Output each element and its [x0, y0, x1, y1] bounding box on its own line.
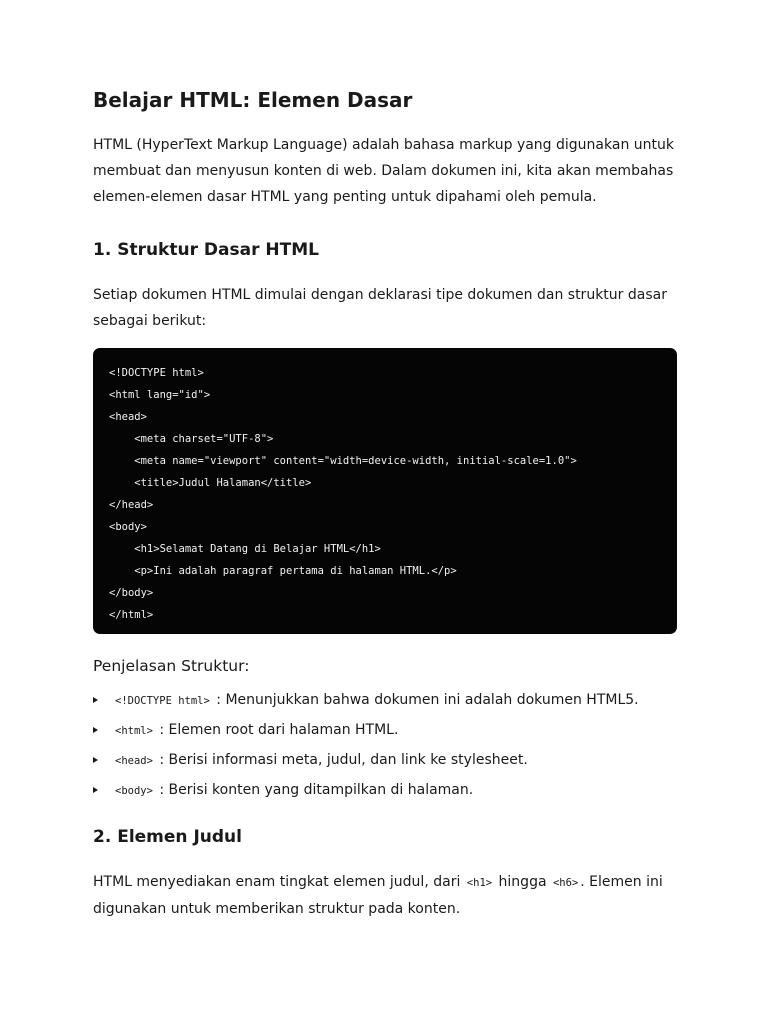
code-block — [93, 348, 677, 634]
code-line: <meta charset="UTF-8"> — [109, 433, 274, 445]
list-item — [93, 717, 639, 747]
section-2-text: HTML menyediakan enam tingkat elemen judul, dari — [93, 874, 465, 890]
code-line: </head> — [109, 499, 154, 511]
section-1-paragraph — [93, 282, 677, 334]
structure-explanation-heading: Penjelasan Struktur: — [93, 657, 250, 675]
inline-code: <head> — [115, 755, 153, 767]
code-line: <html lang="id"> — [109, 389, 211, 401]
bullet-icon — [93, 787, 98, 793]
code-line: <p>Ini adalah paragraf pertama di halaman HTML.</p> — [109, 565, 457, 577]
intro-paragraph — [93, 132, 677, 210]
bullet-icon — [93, 727, 98, 733]
code-content — [109, 362, 577, 626]
bullet-text: : Elemen root dari halaman HTML. — [154, 722, 399, 738]
section-1-line: sebagai berikut: — [93, 313, 207, 329]
list-item — [93, 777, 639, 807]
bullet-icon — [93, 757, 98, 763]
section-2-text: hingga — [494, 874, 551, 890]
intro-line: HTML (HyperText Markup Language) adalah bahasa markup yang digunakan untuk — [93, 137, 674, 153]
code-line: </html> — [109, 609, 154, 621]
intro-line: membuat dan menyusun konten di web. Dalam dokumen ini, kita akan membahas — [93, 163, 674, 179]
code-line: <head> — [109, 411, 147, 423]
inline-code: <html> — [115, 725, 153, 737]
section-1-line: Setiap dokumen HTML dimulai dengan deklarasi tipe dokumen dan struktur dasar — [93, 287, 667, 303]
intro-line: elemen-elemen dasar HTML yang penting untuk dipahami oleh pemula. — [93, 189, 597, 205]
inline-code-h6: <h6> — [552, 877, 579, 889]
inline-code: <body> — [115, 785, 153, 797]
section-2-paragraph — [93, 869, 677, 922]
section-2-line — [93, 869, 677, 896]
bullet-text: : Berisi konten yang ditampilkan di halaman. — [154, 782, 474, 798]
bullet-icon — [93, 697, 98, 703]
code-line: <body> — [109, 521, 147, 533]
inline-code: <!DOCTYPE html> — [115, 695, 210, 707]
code-line: <meta name="viewport" content="width=device-width, initial-scale=1.0"> — [109, 455, 577, 467]
section-2-heading: 2. Elemen Judul — [93, 827, 242, 847]
list-item — [93, 687, 639, 717]
bullet-text: : Berisi informasi meta, judul, dan link ke stylesheet. — [154, 752, 528, 768]
structure-bullet-list — [93, 687, 639, 807]
inline-code-h1: <h1> — [466, 877, 493, 889]
code-line: <!DOCTYPE html> — [109, 367, 204, 379]
code-line: <title>Judul Halaman</title> — [109, 477, 312, 489]
page-title: Belajar HTML: Elemen Dasar — [93, 88, 413, 112]
section-2-text: . Elemen ini — [580, 874, 663, 890]
section-2-line: digunakan untuk memberikan struktur pada konten. — [93, 901, 461, 917]
section-1-heading: 1. Struktur Dasar HTML — [93, 240, 319, 260]
code-line: <h1>Selamat Datang di Belajar HTML</h1> — [109, 543, 381, 555]
list-item — [93, 747, 639, 777]
code-line: </body> — [109, 587, 154, 599]
bullet-text: : Menunjukkan bahwa dokumen ini adalah dokumen HTML5. — [211, 692, 639, 708]
